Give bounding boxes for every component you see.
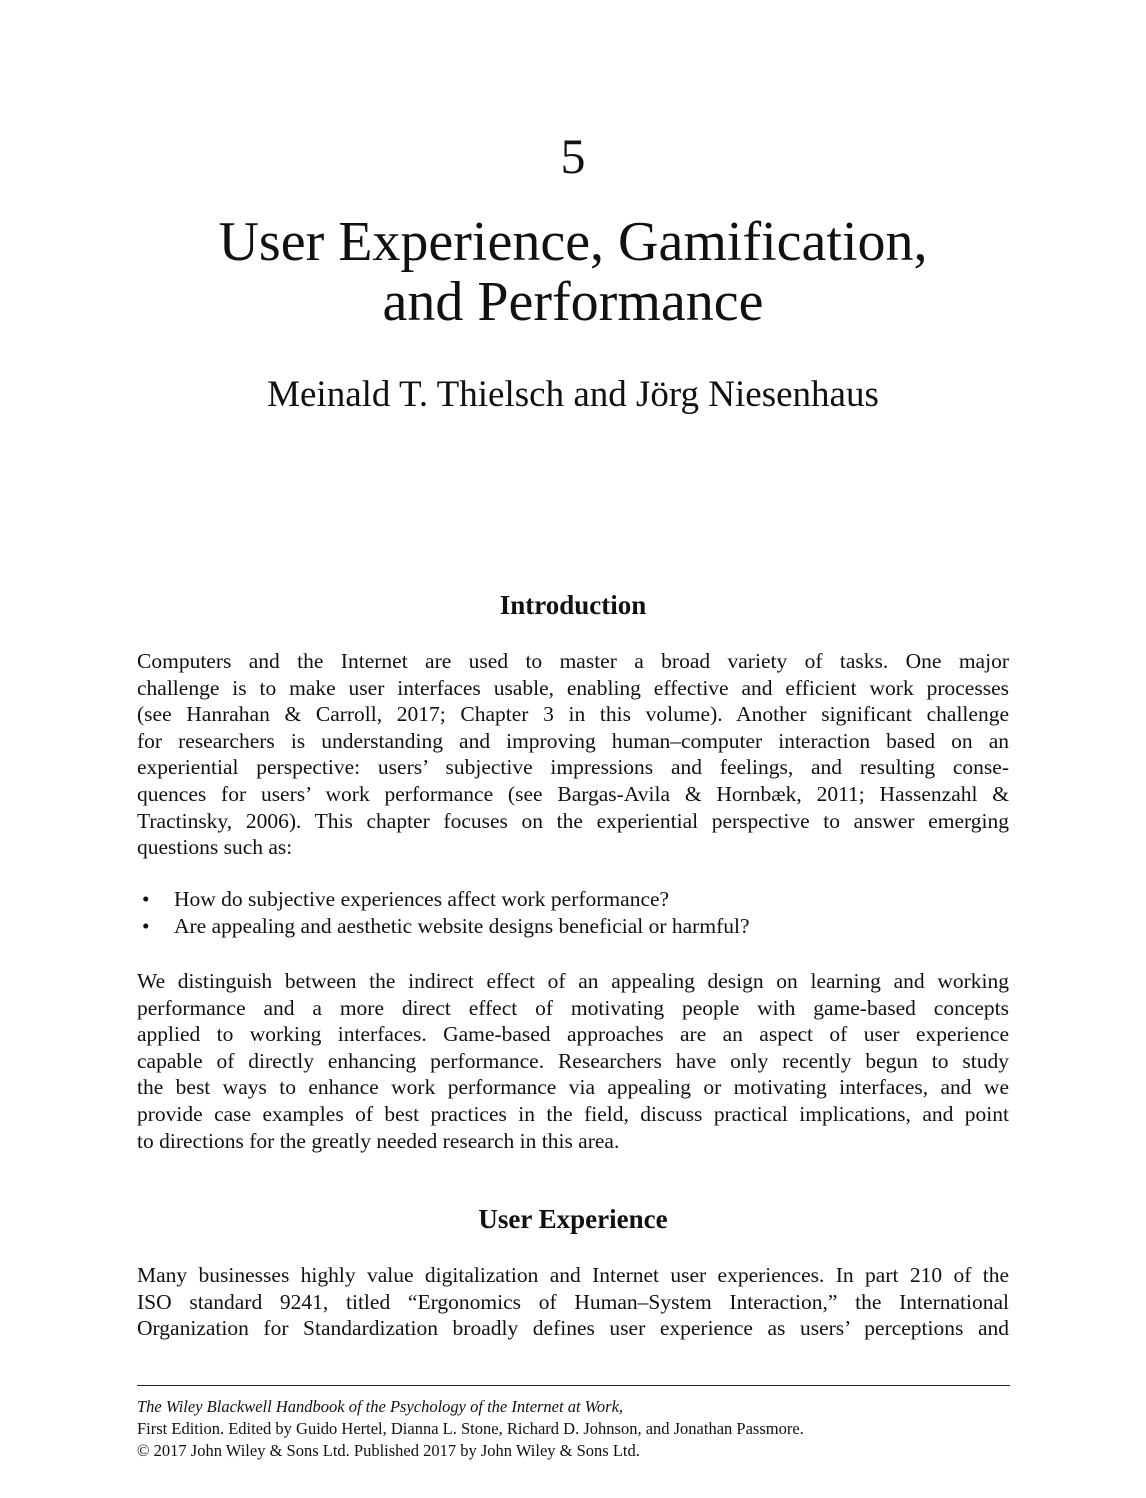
list-item [137,886,1009,913]
text-line: challenge is to make user interfaces usable, enabling effective and efficient work processes [137,675,1009,700]
text-line: Tractinsky, 2006). This chapter focuses on the experiential perspective to answer emerging [137,808,1009,833]
copyright-line: © 2017 John Wiley & Sons Ltd. Published 2017 by John Wiley & Sons Ltd. [137,1441,640,1460]
text-line: Computers and the Internet are used to master a broad variety of tasks. One major [137,649,1009,673]
text-line: questions such as: [137,835,293,860]
list-item-text: Are appealing and aesthetic website designs beneficial or harmful? [174,913,750,938]
text-line: provide case examples of best practices in the field, discuss practical implications, and point [137,1101,1009,1126]
footer-divider [137,1385,1010,1386]
user-experience-paragraph [137,1262,1009,1342]
book-title: The Wiley Blackwell Handbook of the Psychology of the Internet at Work, [137,1397,624,1416]
bullet-icon: • [142,913,150,938]
bullet-icon: • [142,887,150,911]
copyright-footer [137,1396,1037,1462]
introduction-paragraph-2 [137,968,1009,1154]
list-item-text: How do subjective experiences affect work performance? [174,887,670,911]
text-line: capable of directly enhancing performance. Researchers have only recently begun to study [137,1048,1009,1073]
list-item [137,913,1009,940]
text-line: Many businesses highly value digitalization and Internet user experiences. In part 210 of the [137,1263,1009,1287]
chapter-number: 5 [560,128,586,184]
introduction-paragraph-1 [137,648,1009,861]
section-heading-introduction: Introduction [499,590,647,620]
chapter-title-line-1: User Experience, Gamification, [218,211,928,273]
section-heading-user-experience: User Experience [478,1204,668,1234]
edition-line: First Edition. Edited by Guido Hertel, Dianna L. Stone, Richard D. Johnson, and Jonathan Passmore. [137,1419,804,1438]
text-line: ISO standard 9241, titled “Ergonomics of Human–System Interaction,” the International [137,1289,1009,1314]
text-line: to directions for the greatly needed research in this area. [137,1128,620,1153]
text-line: experiential perspective: users’ subjective impressions and feelings, and resulting conse- [137,755,1009,780]
text-line: We distinguish between the indirect effect of an appealing design on learning and working [137,969,1009,993]
text-line: applied to working interfaces. Game-based approaches are an aspect of user experience [137,1022,1009,1047]
chapter-title-line-2: and Performance [382,271,764,333]
introduction-question-list [137,886,1009,939]
text-line: for researchers is understanding and improving human–computer interaction based on an [137,728,1009,753]
text-line: (see Hanrahan & Carroll, 2017; Chapter 3 in this volume). Another significant challenge [137,702,1009,727]
text-line: performance and a more direct effect of motivating people with game-based concepts [137,995,1009,1020]
text-line: quences for users’ work performance (see Bargas-Avila & Hornbæk, 2011; Hassenzahl & [137,781,1009,806]
text-line: the best ways to enhance work performance via appealing or motivating interfaces, and we [137,1075,1009,1100]
chapter-authors: Meinald T. Thielsch and Jörg Niesenhaus [267,374,879,415]
text-line: Organization for Standardization broadly defines user experience as users’ perceptions and [137,1316,1009,1341]
chapter-title [100,212,1046,332]
